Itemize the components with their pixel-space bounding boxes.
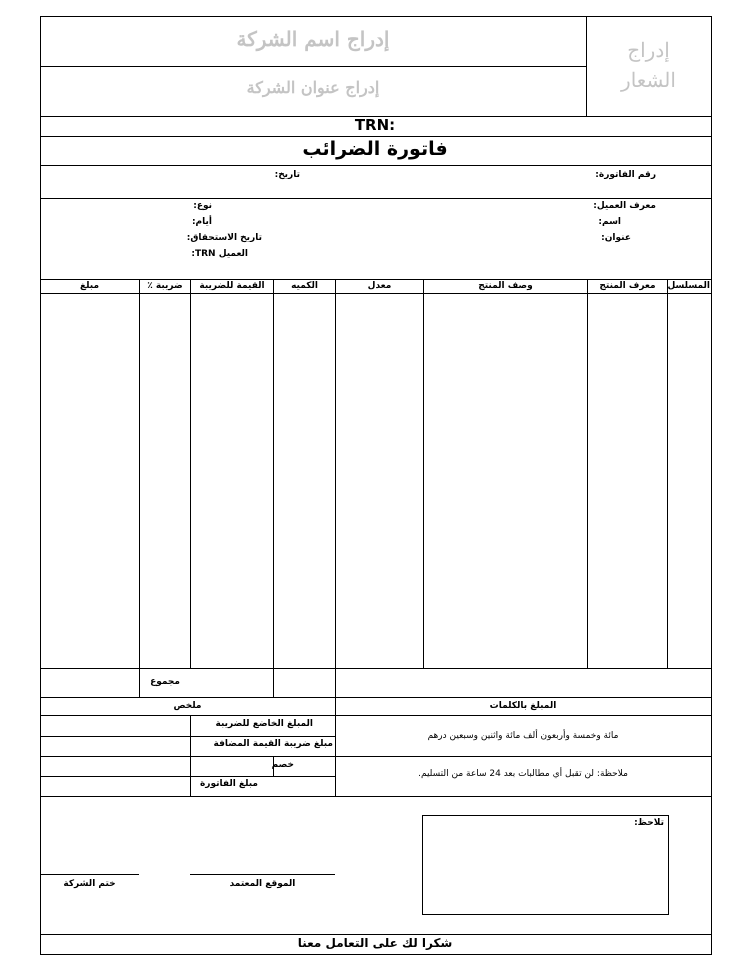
company-stamp-line	[40, 874, 139, 875]
customer-address-label: عنوان:	[601, 233, 631, 243]
trn-divider	[40, 136, 711, 137]
remarks-box[interactable]	[422, 815, 669, 915]
col-divider-tax	[139, 279, 140, 697]
header-divider	[40, 66, 586, 67]
title-divider	[40, 165, 711, 166]
col-header-product-id: معرف المنتج	[599, 281, 656, 291]
amount-in-words-title: المبلغ بالكلمات	[489, 701, 557, 711]
col-divider-serial	[667, 279, 668, 668]
summary-words-divider	[335, 697, 336, 796]
col-header-serial: المسلسل	[667, 281, 710, 291]
table-header-line	[40, 293, 711, 294]
summary-bottom-line	[40, 796, 711, 797]
logo-placeholder-line1: إدراج	[627, 38, 670, 62]
col-header-amount: مبلغ	[79, 281, 100, 291]
table-top-line	[40, 279, 711, 280]
thank-you-footer: شكرا لك على التعامل معنا	[297, 936, 453, 950]
col-header-taxable-value: القيمة للضريبة	[199, 281, 265, 291]
table-body-bottom	[40, 668, 711, 669]
col-divider-taxable	[190, 279, 191, 668]
company-address-placeholder: إدراج عنوان الشركة	[246, 78, 380, 97]
signatory-line	[190, 874, 335, 875]
summary-row-1	[40, 736, 336, 737]
summary-title: ملخص	[173, 701, 202, 711]
footer-line	[40, 934, 711, 935]
remarks-label: تلاحظ:	[634, 818, 664, 828]
customer-name-label: اسم:	[598, 217, 621, 227]
meta-divider	[40, 198, 711, 199]
total-label: مجموع	[150, 677, 180, 687]
col-divider-quantity	[273, 279, 274, 697]
summary-row-3	[40, 776, 336, 777]
vat-amount-label: مبلغ ضريبة القيمة المضافة	[213, 739, 333, 749]
amount-in-words-text: مائة وخمسة وأربعون ألف مائة واثنين وسبعين درهم	[427, 731, 619, 741]
customer-trn-label: العميل TRN:	[191, 249, 248, 259]
logo-placeholder-line2: الشعار	[621, 68, 676, 92]
authorized-signatory-label: الموقع المعتمد	[229, 879, 296, 889]
total-row-bottom	[40, 697, 711, 698]
col-header-tax-percent: ضريبة ٪	[147, 281, 183, 291]
col-header-rate: معدل	[367, 281, 392, 291]
invoice-amount-label: مبلغ الفاتورة	[199, 779, 258, 789]
company-name-placeholder: إدراج اسم الشركة	[236, 27, 390, 51]
claims-note: ملاحظة: لن تقبل أي مطالبات بعد 24 ساعة من التسليم.	[418, 769, 628, 779]
col-header-description: وصف المنتج	[478, 281, 533, 291]
summary-header-line	[40, 715, 711, 716]
due-date-label: تاريخ الاستحقاق:	[186, 233, 262, 243]
discount-label: خصم	[271, 760, 294, 770]
invoice-title: فاتورة الضرائب	[302, 138, 448, 160]
date-label: تاريخ:	[274, 170, 300, 180]
customer-id-label: معرف العميل:	[593, 201, 656, 211]
col-divider-description	[423, 279, 424, 668]
trn-label: TRN:	[354, 116, 396, 134]
invoice-number-label: رقم الفاتورة:	[595, 170, 656, 180]
company-stamp-label: ختم الشركة	[63, 879, 116, 889]
col-header-quantity: الكميه	[291, 281, 318, 291]
col-divider-product-id	[587, 279, 588, 668]
taxable-amount-label: المبلغ الخاضع للضريبة	[215, 719, 313, 729]
logo-divider	[586, 16, 587, 116]
summary-row-2	[40, 756, 711, 757]
type-label: نوع:	[193, 201, 212, 211]
col-divider-rate	[335, 279, 336, 697]
days-label: أيام:	[191, 217, 212, 227]
